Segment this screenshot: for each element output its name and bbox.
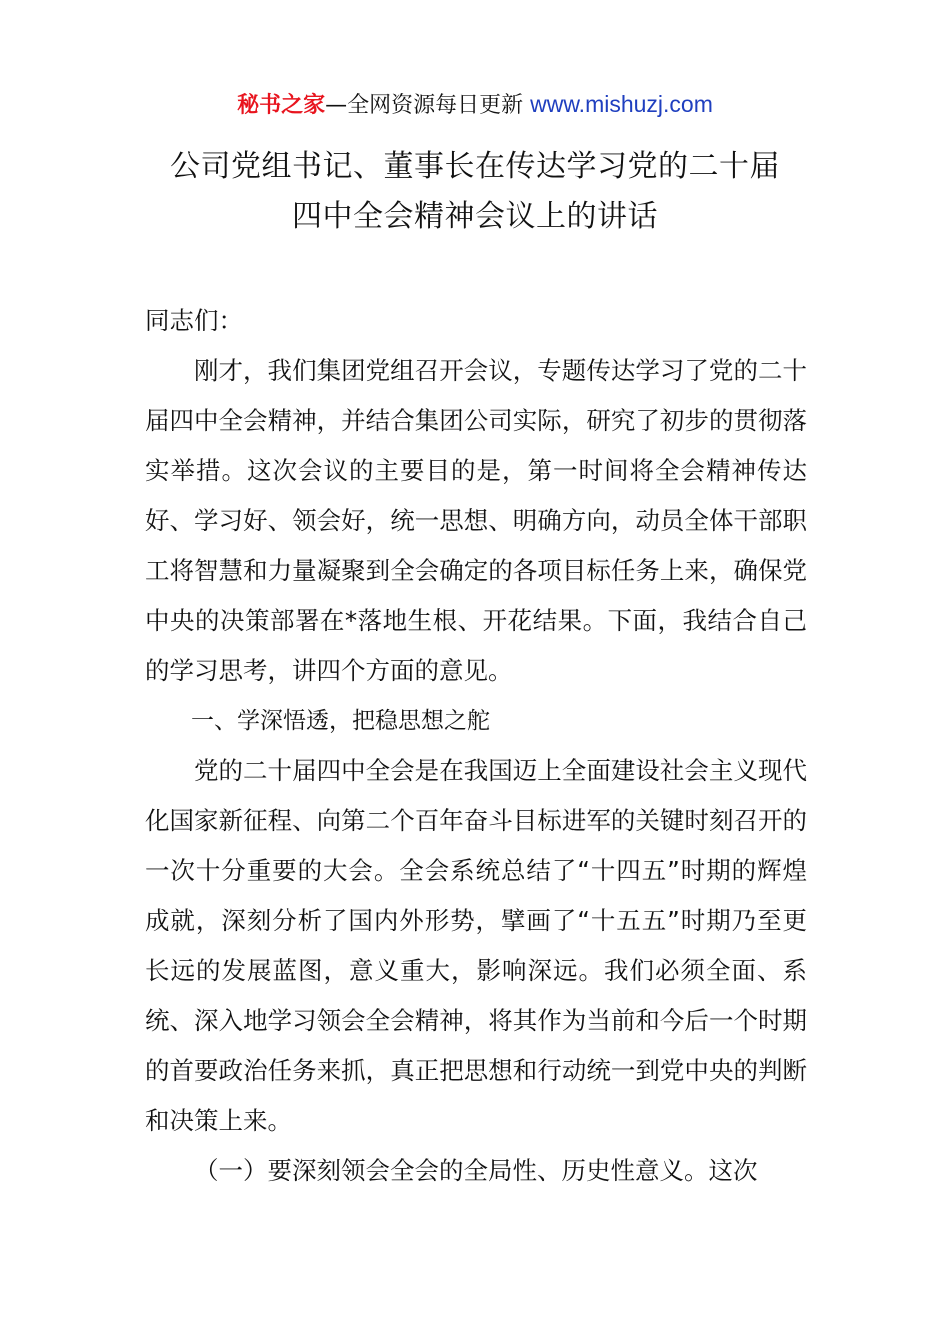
document-body bbox=[145, 296, 807, 1196]
document-title bbox=[100, 142, 850, 242]
section-heading-1: 一、学深悟透，把稳思想之舵 bbox=[191, 708, 490, 734]
title-line-1: 公司党组书记、董事长在传达学习党的二十届 bbox=[170, 149, 780, 184]
site-tagline: —全网资源每日更新 bbox=[325, 93, 531, 118]
site-url-link[interactable]: www.mishuzj.com bbox=[530, 91, 713, 117]
site-header bbox=[0, 88, 950, 122]
paragraph-intro: 刚才，我们集团党组召开会议，专题传达学习了党的二十届四中全会精神，并结合集团公司实际，研究了初步的贯彻落实举措。这次会议的主要目的是，第一时间将全会精神传达好、学习好、领会好，统一思想、明确方向，动员全体干部职工将智慧和力量凝聚到全会确定的各项目标任务上来，确保党中央的决策部署在*落地生根、开花结果。下面，我结合自己的学习思考，讲四个方面的意见。 bbox=[145, 356, 807, 685]
paragraph-subsection-1: （一）要深刻领会全会的全局性、历史性意义。这次 bbox=[194, 1156, 758, 1185]
salutation: 同志们： bbox=[145, 306, 243, 335]
site-brand: 秘书之家 bbox=[237, 93, 326, 118]
title-line-2: 四中全会精神会议上的讲话 bbox=[292, 199, 658, 234]
paragraph-section-1: 党的二十届四中全会是在我国迈上全面建设社会主义现代化国家新征程、向第二个百年奋斗目标进军的关键时刻召开的一次十分重要的大会。全会系统总结了“十四五”时期的辉煌成就，深刻分析了国内外形势，擘画了“十五五”时期乃至更长远的发展蓝图，意义重大，影响深远。我们必须全面、系统、深入地学习领会全会精神，将其作为当前和今后一个时期的首要政治任务来抓，真正把思想和行动统一到党中央的判断和决策上来。 bbox=[145, 756, 807, 1135]
